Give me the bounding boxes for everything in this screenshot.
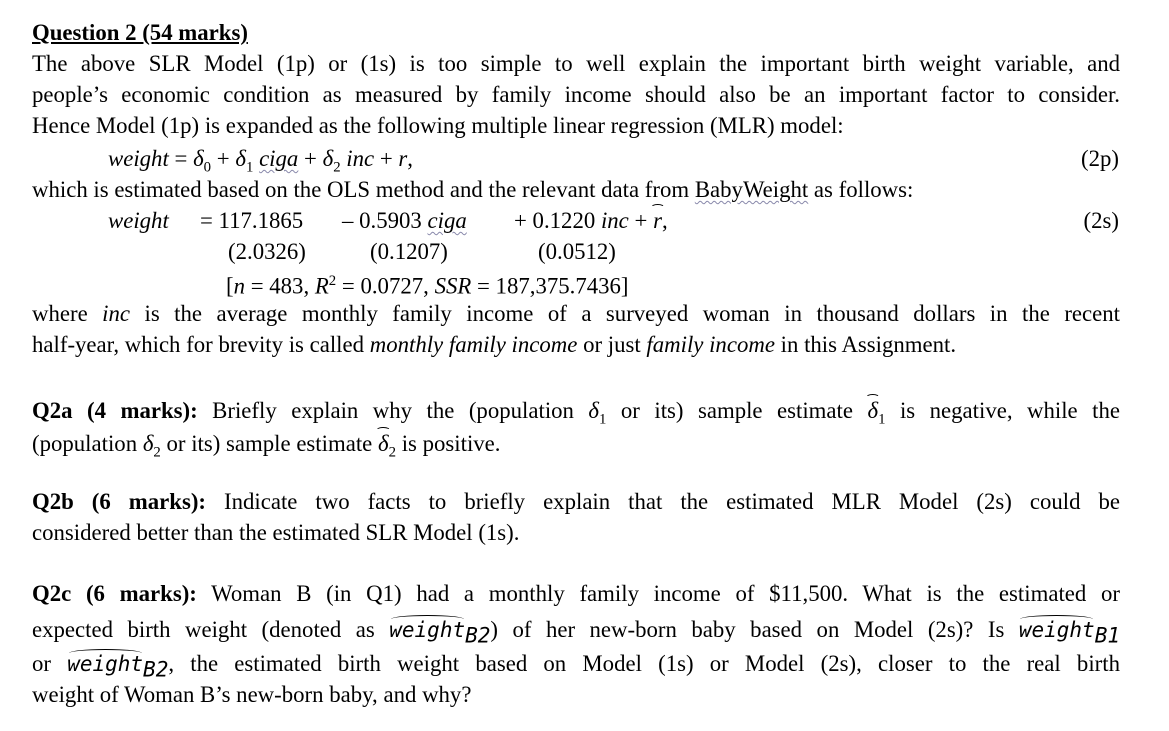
r-hat: r xyxy=(653,205,662,236)
intro-line-3: Hence Model (1p) is expanded as the following multiple linear regression (MLR) model: xyxy=(32,113,844,138)
where-line-2: half-year, which for brevity is called monthly family income or just family income in this Assignment. xyxy=(32,332,957,357)
q2a-label: Q2a (4 marks): xyxy=(32,398,198,423)
q2c-line-2: expected birth weight (denoted as weight$_{B2}$) of her new-born baby based on Model (2s)? Is weight$_{B1}$ xyxy=(32,617,1120,648)
q2c-label: Q2c (6 marks): xyxy=(32,581,197,606)
model-2s-intercept: = 117.1865 xyxy=(200,208,304,233)
se-intercept: (2.0326) xyxy=(228,239,306,264)
intro-line-2: people’s economic condition as measured by family income should also be an important factor to consider. xyxy=(32,82,1120,107)
dataset-name: BabyWeight xyxy=(694,177,809,202)
weight-hat-b2: weight xyxy=(389,615,465,646)
delta2-hat: δ xyxy=(378,428,389,459)
regression-stats: [n = 483, $R^2 = 0.0727$, SSR = 187,375.7436] xyxy=(226,273,629,299)
question-heading: Question 2 (54 marks) xyxy=(32,20,248,45)
model-2p-tag: (2p) xyxy=(1081,146,1119,171)
model-2s-term-ciga: – 0.5903 ciga xyxy=(342,208,467,233)
q2b-line-1: Q2b (6 marks): Indicate two facts to briefly explain that the estimated MLR Model (2s) could be xyxy=(32,489,1120,514)
q2b-line-2: considered better than the estimated SLR Model (1s). xyxy=(32,520,520,545)
delta1-hat: δ xyxy=(867,395,878,426)
model-2s-term-inc: + 0.1220 inc + r, xyxy=(514,205,668,236)
model-2s-tag: (2s) xyxy=(1083,208,1119,233)
estimated-line: which is estimated based on the OLS method and the relevant data from BabyWeight as follows: xyxy=(32,177,914,202)
weight-hat-b2-again: weight xyxy=(67,649,143,680)
q2c-line-3: or weight$_{B2}$, the estimated birth weight based on Model (1s) or Model (2s), closer to the real birth xyxy=(32,651,1120,682)
q2b-label: Q2b (6 marks): xyxy=(32,489,207,514)
q2a-line-1: Q2a (4 marks): Briefly explain why the (population $\delta_1$ or its) sample estimate $\delta_1$ is negative, while the xyxy=(32,395,1120,436)
se-ciga: (0.1207) xyxy=(370,239,448,264)
q2c-line-4: weight of Woman B’s new-born baby, and why? xyxy=(32,682,472,707)
q2c-line-1: Q2c (6 marks): Woman B (in Q1) had a monthly family income of $11,500. What is the estimated or xyxy=(32,581,1120,606)
weight-hat-b1: weight xyxy=(1019,615,1095,646)
q2a-line-2: (population $\delta_2$ or its) sample estimate $\delta_2$ is positive. xyxy=(32,428,501,469)
model-2p-equation: weight = $\delta_0 + \delta_1$ ciga + $\delta_2$ inc + r, xyxy=(108,146,413,176)
se-inc: (0.0512) xyxy=(538,239,616,264)
where-line-1: where inc is the average monthly family income of a surveyed woman in thousand dollars in the recent xyxy=(32,301,1121,326)
model-2s-lhs: weight xyxy=(108,208,169,233)
intro-line-1: The above SLR Model (1p) or (1s) is too simple to well explain the important birth weight variable, and xyxy=(32,51,1120,76)
